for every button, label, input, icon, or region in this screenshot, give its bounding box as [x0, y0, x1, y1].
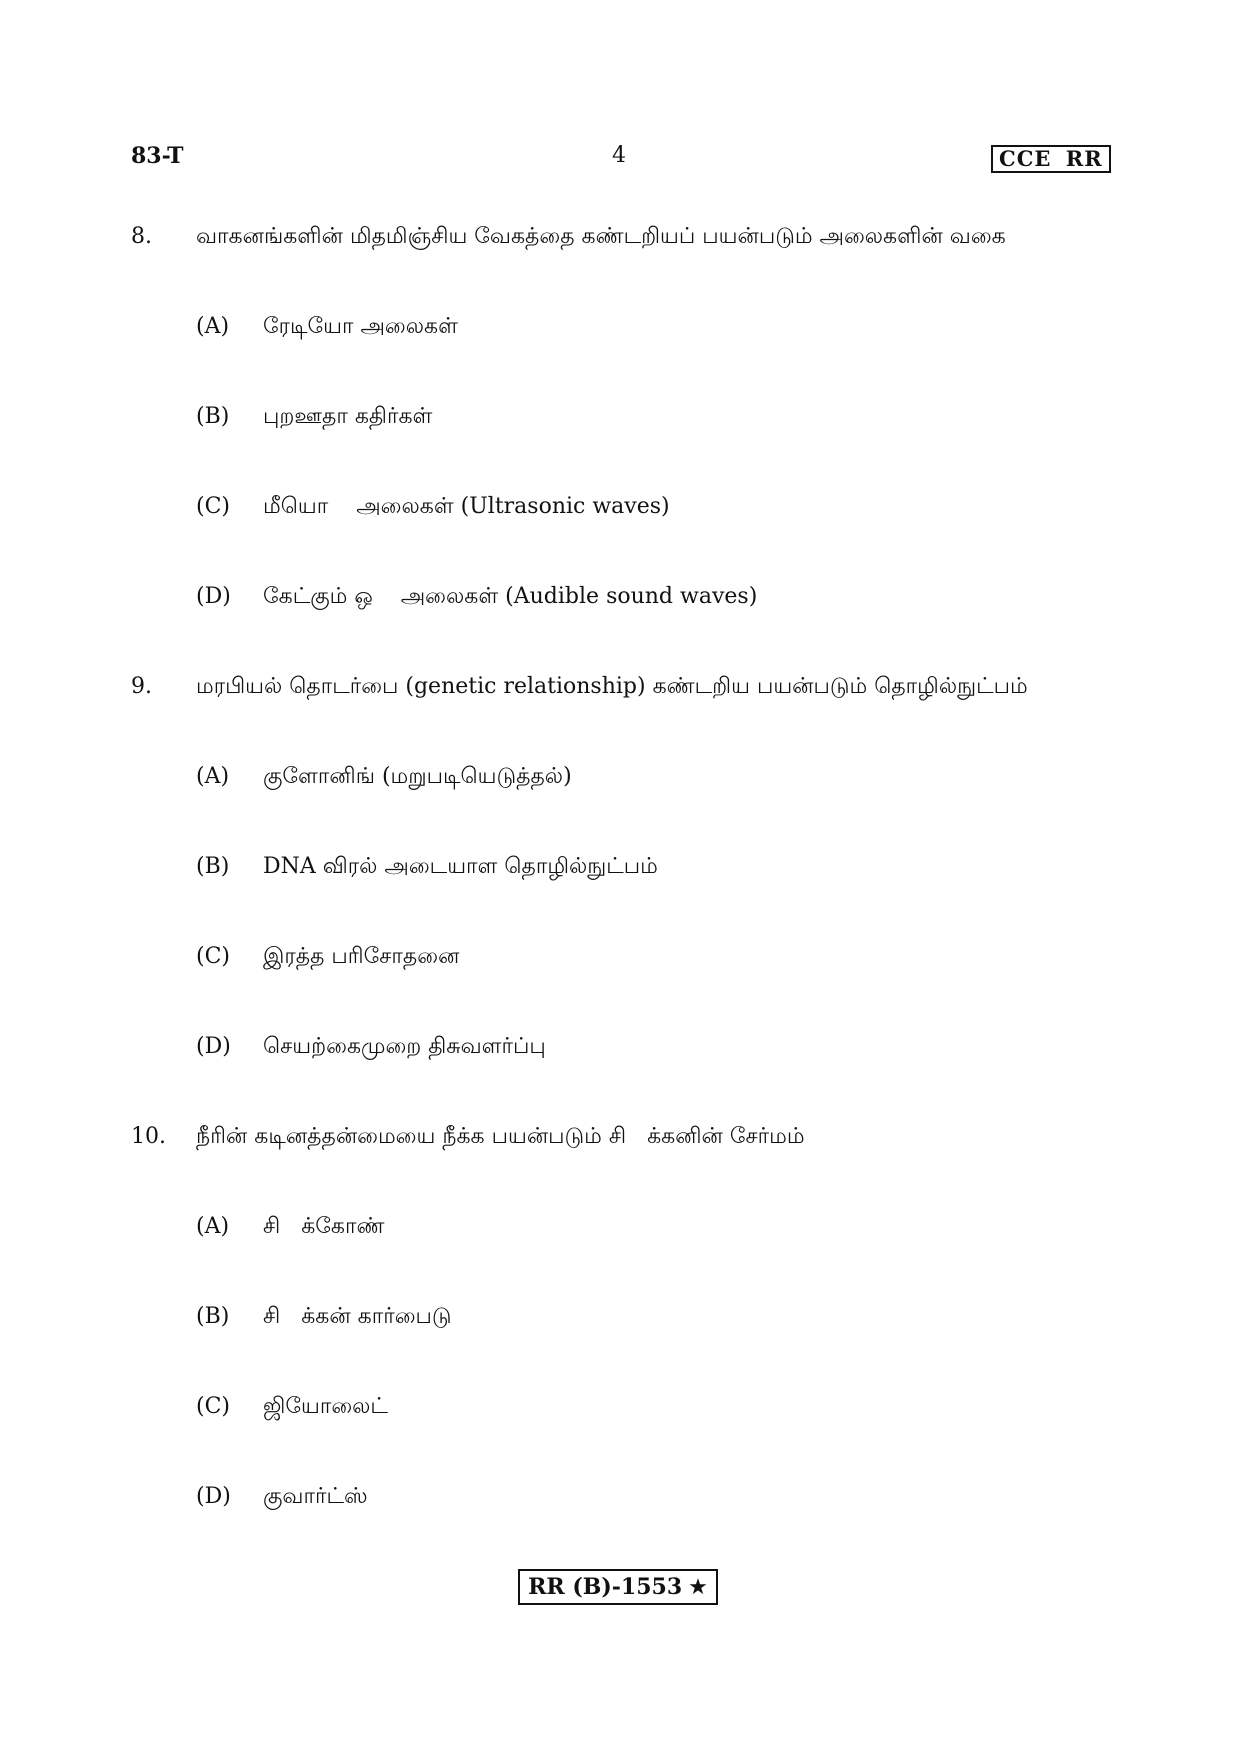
question-10-option-b-text: சி க்கன் கார்பைடு [263, 1304, 452, 1329]
question-9-option-c-text: இரத்த பரிசோதனை [263, 944, 460, 969]
star-icon: ★ [688, 1575, 708, 1600]
question-10-number: 10. [131, 1124, 166, 1149]
question-8-option-c-text: மீயொ அலைகள் (Ultrasonic waves) [263, 494, 670, 519]
question-9-option-c-letter: (C) [196, 944, 230, 969]
paper-code: 83-T [131, 143, 184, 169]
question-10-option-a-letter: (A) [196, 1214, 230, 1239]
question-8-option-c-letter: (C) [196, 494, 230, 519]
question-9-text: மரபியல் தொடர்பை (genetic relationship) கண்டறிய பயன்படும் தொழில்நுட்பம் [196, 674, 1028, 699]
question-10-option-a-text: சி க்கோண் [263, 1214, 385, 1239]
question-8-option-a-text: ரேடியோ அலைகள் [263, 314, 458, 339]
question-8-text: வாகனங்களின் மிதமிஞ்சிய வேகத்தை கண்டறியப் பயன்படும் அலைகளின் வகை [196, 224, 1006, 249]
question-9-option-b-text: DNA விரல் அடையாள தொழில்நுட்பம் [263, 854, 658, 879]
question-10-option-d-letter: (D) [196, 1484, 231, 1509]
question-10-option-c-letter: (C) [196, 1394, 230, 1419]
question-9-option-b-letter: (B) [196, 854, 230, 879]
question-8-option-b-letter: (B) [196, 404, 230, 429]
question-10-option-b-letter: (B) [196, 1304, 230, 1329]
footer-code-box [518, 1569, 718, 1605]
footer-code: RR (B)-1553 [528, 1574, 683, 1600]
series-code-box: CCE RR [991, 145, 1111, 173]
question-8-option-b-text: புறஊதா கதிர்கள் [263, 404, 433, 429]
question-8-option-a-letter: (A) [196, 314, 230, 339]
question-8-number: 8. [131, 224, 152, 249]
question-9-option-d-letter: (D) [196, 1034, 231, 1059]
question-9-option-a-letter: (A) [196, 764, 230, 789]
question-9-option-a-text: குளோனிங் (மறுபடியெடுத்தல்) [263, 764, 572, 789]
question-9-number: 9. [131, 674, 152, 699]
page-number: 4 [612, 143, 626, 168]
question-10-option-c-text: ஜியோலைட் [263, 1394, 388, 1419]
question-8-option-d-letter: (D) [196, 584, 231, 609]
question-8-option-d-text: கேட்கும் ஒ அலைகள் (Audible sound waves) [263, 584, 758, 609]
question-10-option-d-text: குவார்ட்ஸ் [263, 1484, 368, 1509]
question-9-option-d-text: செயற்கைமுறை திசுவளர்ப்பு [263, 1034, 546, 1059]
question-10-text: நீரின் கடினத்தன்மையை நீக்க பயன்படும் சி க்கனின் சேர்மம் [196, 1124, 805, 1149]
